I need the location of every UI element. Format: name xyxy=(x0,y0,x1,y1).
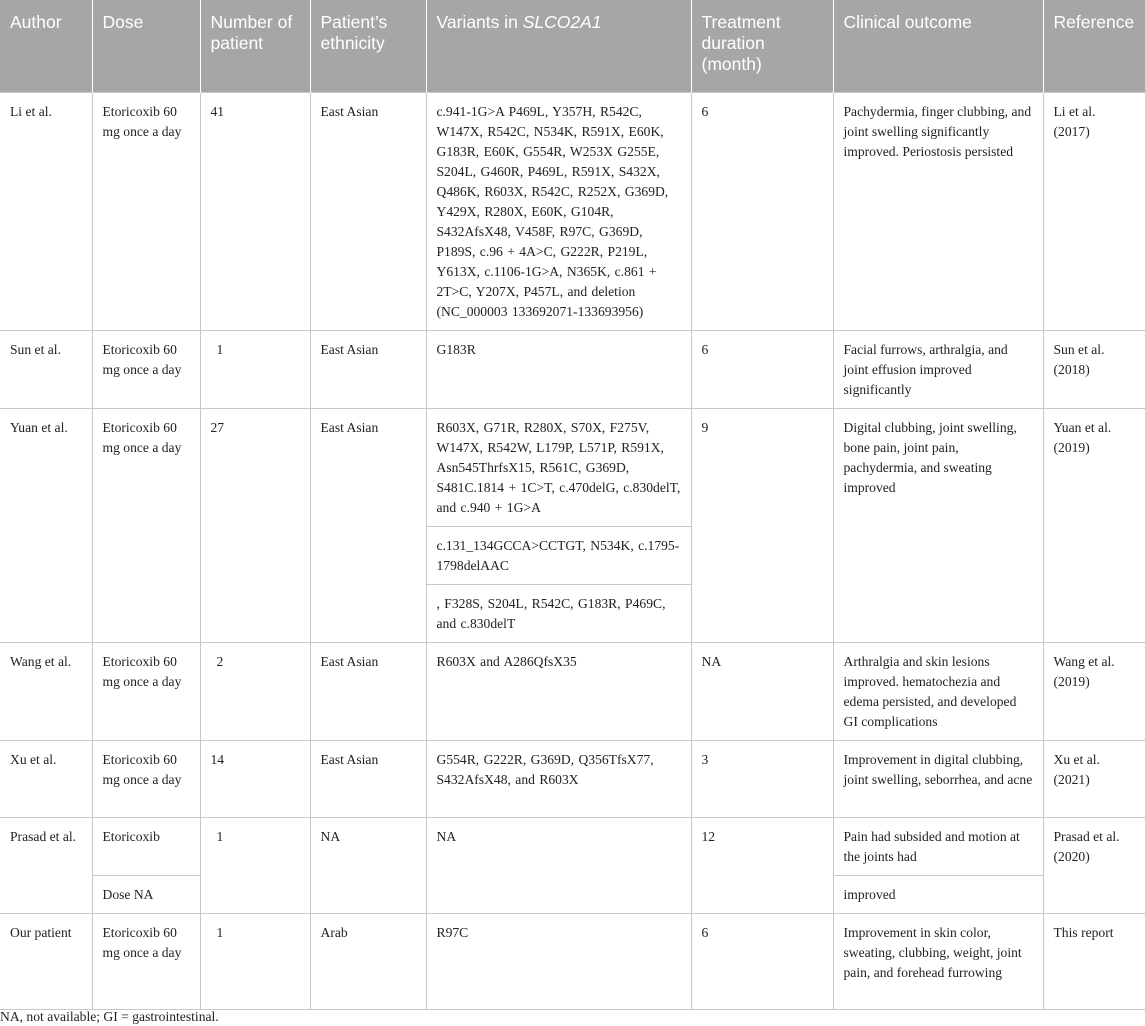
cell-duration: 12 xyxy=(691,817,833,913)
cell-duration: 9 xyxy=(691,408,833,642)
header-variants xyxy=(426,0,691,92)
table-row xyxy=(0,740,1145,817)
header-duration: Treatment duration (month) xyxy=(691,0,833,92)
cell-outcome: Improvement in digital clubbing, joint swelling, seborrhea, and acne xyxy=(833,740,1043,817)
header-dose: Dose xyxy=(92,0,200,92)
header-reference: Reference xyxy=(1043,0,1145,92)
cell-author: Prasad et al. xyxy=(0,817,92,913)
table-row xyxy=(0,817,1145,875)
cell-ethnicity: East Asian xyxy=(310,330,426,408)
header-ethnicity: Patient’s ethnicity xyxy=(310,0,426,92)
cell-variants: R97C xyxy=(426,913,691,1009)
header-variants-prefix: Variants in xyxy=(436,12,523,32)
cell-duration: NA xyxy=(691,642,833,740)
cell-outcome: Improvement in skin color, sweating, clubbing, weight, joint pain, and forehead furrowing xyxy=(833,913,1043,1009)
cell-dose: Etoricoxib 60 mg once a day xyxy=(92,740,200,817)
cell-number: 27 xyxy=(200,408,310,642)
cell-duration: 6 xyxy=(691,330,833,408)
table-row xyxy=(0,330,1145,408)
cell-dose: Dose NA xyxy=(92,875,200,913)
table-row xyxy=(0,92,1145,330)
cell-ethnicity: East Asian xyxy=(310,408,426,642)
cell-variants: c.131_134GCCA>CCTGT, N534K, c.1795-1798delAAC xyxy=(426,526,691,584)
cell-variants: R603X and A286QfsX35 xyxy=(426,642,691,740)
cell-dose: Etoricoxib 60 mg once a day xyxy=(92,642,200,740)
cell-author: Our patient xyxy=(0,913,92,1009)
table-row xyxy=(0,913,1145,1009)
cell-number: 1 xyxy=(200,913,310,1009)
cell-duration: 6 xyxy=(691,92,833,330)
cell-number: 14 xyxy=(200,740,310,817)
cell-ethnicity: East Asian xyxy=(310,642,426,740)
cell-outcome: Pain had subsided and motion at the joints had xyxy=(833,817,1043,875)
cell-outcome: Pachydermia, finger clubbing, and joint swelling significantly improved. Periostosis persisted xyxy=(833,92,1043,330)
cell-reference: Li et al. (2017) xyxy=(1043,92,1145,330)
cell-variants: , F328S, S204L, R542C, G183R, P469C, and c.830delT xyxy=(426,584,691,642)
cell-author: Xu et al. xyxy=(0,740,92,817)
cell-outcome: Arthralgia and skin lesions improved. hematochezia and edema persisted, and developed GI complications xyxy=(833,642,1043,740)
cell-ethnicity: NA xyxy=(310,817,426,913)
header-author: Author xyxy=(0,0,92,92)
header-number: Number of patient xyxy=(200,0,310,92)
cell-number: 2 xyxy=(200,642,310,740)
cell-author: Yuan et al. xyxy=(0,408,92,642)
cell-number: 41 xyxy=(200,92,310,330)
cell-dose: Etoricoxib xyxy=(92,817,200,875)
cell-variants: NA xyxy=(426,817,691,913)
cell-dose: Etoricoxib 60 mg once a day xyxy=(92,330,200,408)
cell-dose: Etoricoxib 60 mg once a day xyxy=(92,92,200,330)
cell-ethnicity: East Asian xyxy=(310,740,426,817)
cell-author: Li et al. xyxy=(0,92,92,330)
cell-variants: R603X, G71R, R280X, S70X, F275V, W147X, R542W, L179P, L571P, R591X, Asn545ThrfsX15, R561C, G369D, S481C.1814 + 1C>T, c.470delG, c.830delT, and c.940 + 1G>A xyxy=(426,408,691,526)
cell-reference: Wang et al. (2019) xyxy=(1043,642,1145,740)
cell-outcome: Digital clubbing, joint swelling, bone pain, joint pain, pachydermia, and sweating improved xyxy=(833,408,1043,642)
cell-dose: Etoricoxib 60 mg once a day xyxy=(92,408,200,642)
cell-reference: This report xyxy=(1043,913,1145,1009)
header-row xyxy=(0,0,1145,92)
cell-reference: Xu et al. (2021) xyxy=(1043,740,1145,817)
cell-duration: 3 xyxy=(691,740,833,817)
table-row xyxy=(0,642,1145,740)
cell-reference: Prasad et al. (2020) xyxy=(1043,817,1145,913)
cell-number: 1 xyxy=(200,817,310,913)
cell-outcome: Facial furrows, arthralgia, and joint effusion improved significantly xyxy=(833,330,1043,408)
cell-ethnicity: Arab xyxy=(310,913,426,1009)
cell-number: 1 xyxy=(200,330,310,408)
cell-duration: 6 xyxy=(691,913,833,1009)
header-variants-gene: SLCO2A1 xyxy=(522,12,602,32)
cell-reference: Yuan et al. (2019) xyxy=(1043,408,1145,642)
cell-variants: c.941-1G>A P469L, Y357H, R542C, W147X, R542C, N534K, R591X, E60K, G183R, E60K, G554R, W253X G255E, S204L, G460R, P469L, R591X, S432X, Q486K, R603X, R542C, R252X, G369D, Y429X, R280X, E60K, G104R, S432AfsX48, V458F, R97C, G369D, P189S, c.96 + 4A>C, G222R, P219L, Y613X, c.1106-1G>A, N365K, c.861 + 2T>C, Y207X, P457L, and deletion (NC_000003 133692071-133693956) xyxy=(426,92,691,330)
cell-author: Sun et al. xyxy=(0,330,92,408)
cell-variants: G554R, G222R, G369D, Q356TfsX77, S432AfsX48, and R603X xyxy=(426,740,691,817)
cell-reference: Sun et al. (2018) xyxy=(1043,330,1145,408)
cell-variants: G183R xyxy=(426,330,691,408)
header-outcome: Clinical outcome xyxy=(833,0,1043,92)
cell-author: Wang et al. xyxy=(0,642,92,740)
cell-dose: Etoricoxib 60 mg once a day xyxy=(92,913,200,1009)
cell-ethnicity: East Asian xyxy=(310,92,426,330)
cell-outcome: improved xyxy=(833,875,1043,913)
table-row xyxy=(0,408,1145,526)
table-footnote: NA, not available; GI = gastrointestinal. xyxy=(0,1009,219,1024)
